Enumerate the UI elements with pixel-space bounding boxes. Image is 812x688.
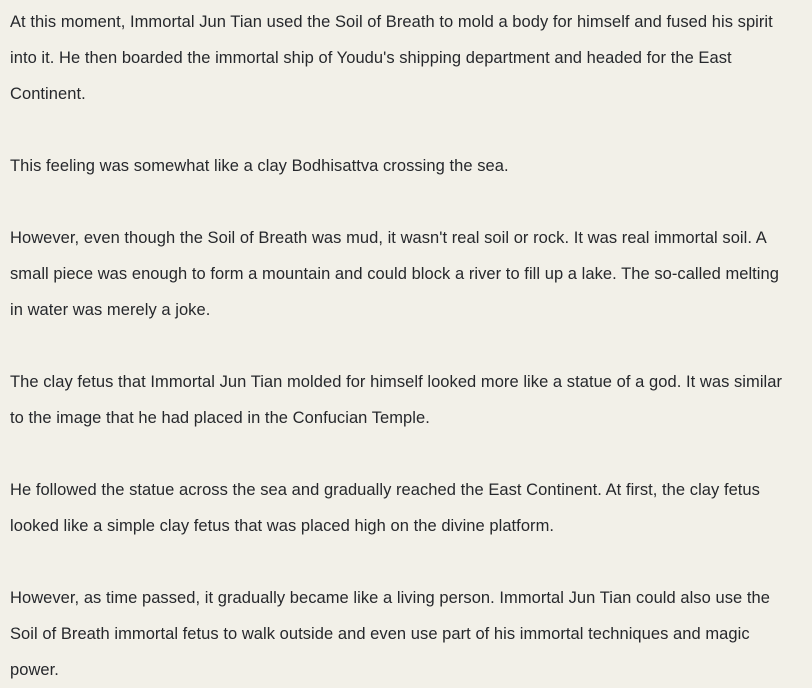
paragraph: However, as time passed, it gradually became like a living person. Immortal Jun Tian could also use the Soil of Breath immortal fetus to walk outside and even use part of his immortal techniques and magic power. [10, 589, 770, 679]
paragraph: However, even though the Soil of Breath was mud, it wasn't real soil or rock. It was real immortal soil. A small piece was enough to form a mountain and could block a river to fill up a lake. The so-called melting in water was merely a joke. [10, 229, 779, 319]
paragraph: The clay fetus that Immortal Jun Tian molded for himself looked more like a statue of a god. It was similar to the image that he had placed in the Confucian Temple. [10, 373, 783, 427]
paragraph: This feeling was somewhat like a clay Bodhisattva crossing the sea. [10, 157, 509, 175]
paragraph: At this moment, Immortal Jun Tian used the Soil of Breath to mold a body for himself and fused his spirit into it. He then boarded the immortal ship of Youdu's shipping department and headed for the East Continent. [10, 13, 773, 103]
paragraph: He followed the statue across the sea and gradually reached the East Continent. At first, the clay fetus looked like a simple clay fetus that was placed high on the divine platform. [10, 481, 760, 535]
